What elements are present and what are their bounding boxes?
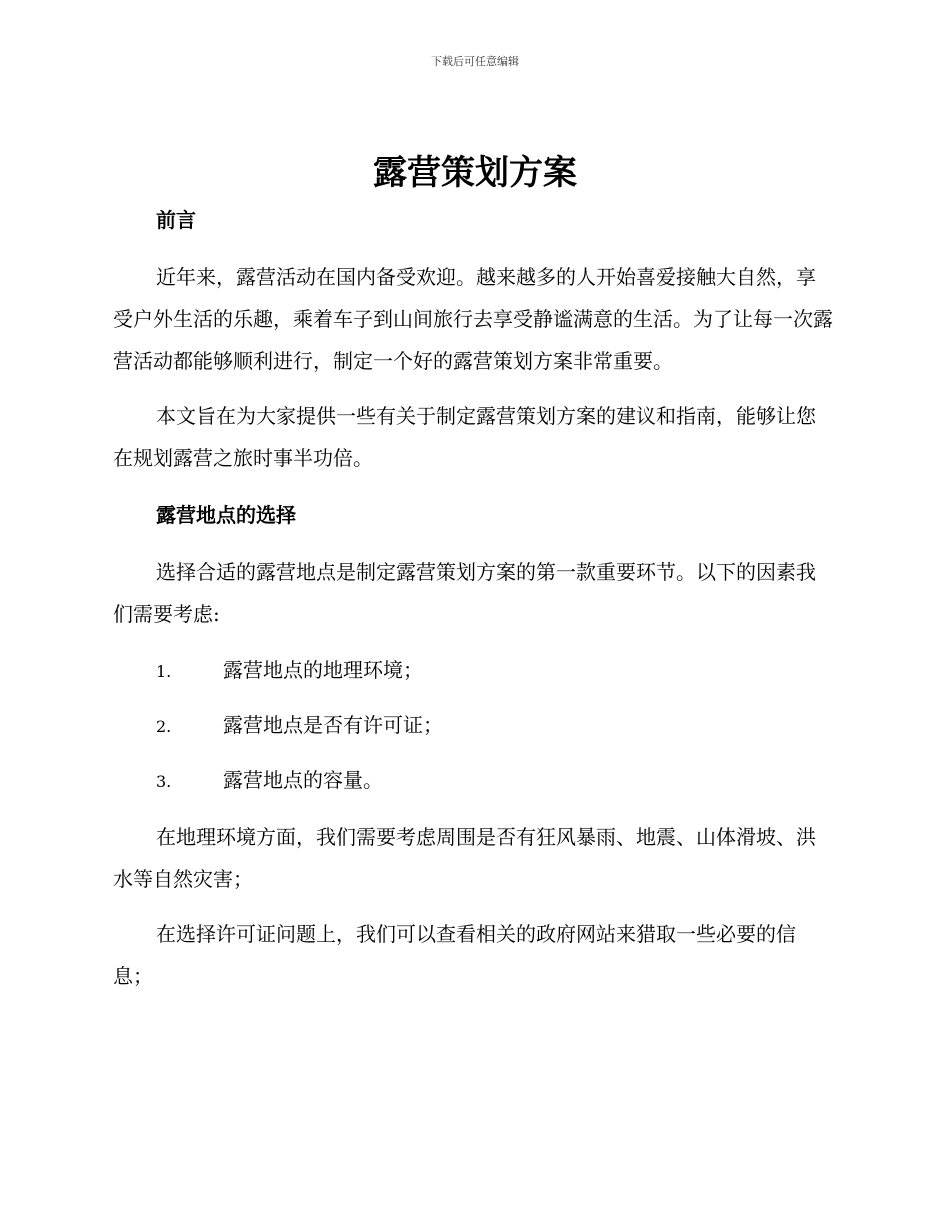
list-item-number: 2. (156, 717, 172, 736)
list-item-text: 露营地点是否有许可证； (223, 713, 443, 737)
list-item (113, 753, 833, 808)
location-factor-list (113, 643, 833, 808)
list-item-text: 露营地点的容量。 (223, 768, 383, 792)
section-heading-location: 露营地点的选择 (156, 503, 296, 527)
header-note: 下载后可任意编辑 (431, 55, 519, 68)
list-item-number: 1. (156, 662, 172, 681)
section-heading-intro: 前言 (156, 208, 196, 232)
location-lead-paragraph: 选择合适的露营地点是制定露营策划方案的第一款重要环节。以下的因素我们需要考虑: (113, 560, 816, 626)
list-item (113, 698, 833, 753)
list-item (113, 643, 833, 698)
location-paragraph-permit: 在选择许可证问题上，我们可以查看相关的政府网站来猎取一些必要的信息； (113, 922, 796, 988)
document-body (113, 197, 833, 997)
location-paragraph-geography: 在地理环境方面，我们需要考虑周围是否有狂风暴雨、地震、山体滑坡、洪水等自然灾害； (113, 825, 816, 891)
intro-paragraph-1: 近年来，露营活动在国内备受欢迎。越来越多的人开始喜爱接触大自然，享受户外生活的乐趣，乘着车子到山间旅行去享受静谧满意的生活。为了让每一次露营活动都能够顺利进行，制定一个好的露营策划方案非常重要。 (113, 265, 833, 373)
list-item-text: 露营地点的地理环境； (223, 658, 423, 682)
list-item-number: 3. (156, 772, 172, 791)
page-title: 露营策划方案 (373, 153, 577, 193)
intro-paragraph-2: 本文旨在为大家提供一些有关于制定露营策划方案的建议和指南，能够让您在规划露营之旅时事半功倍。 (113, 404, 816, 470)
